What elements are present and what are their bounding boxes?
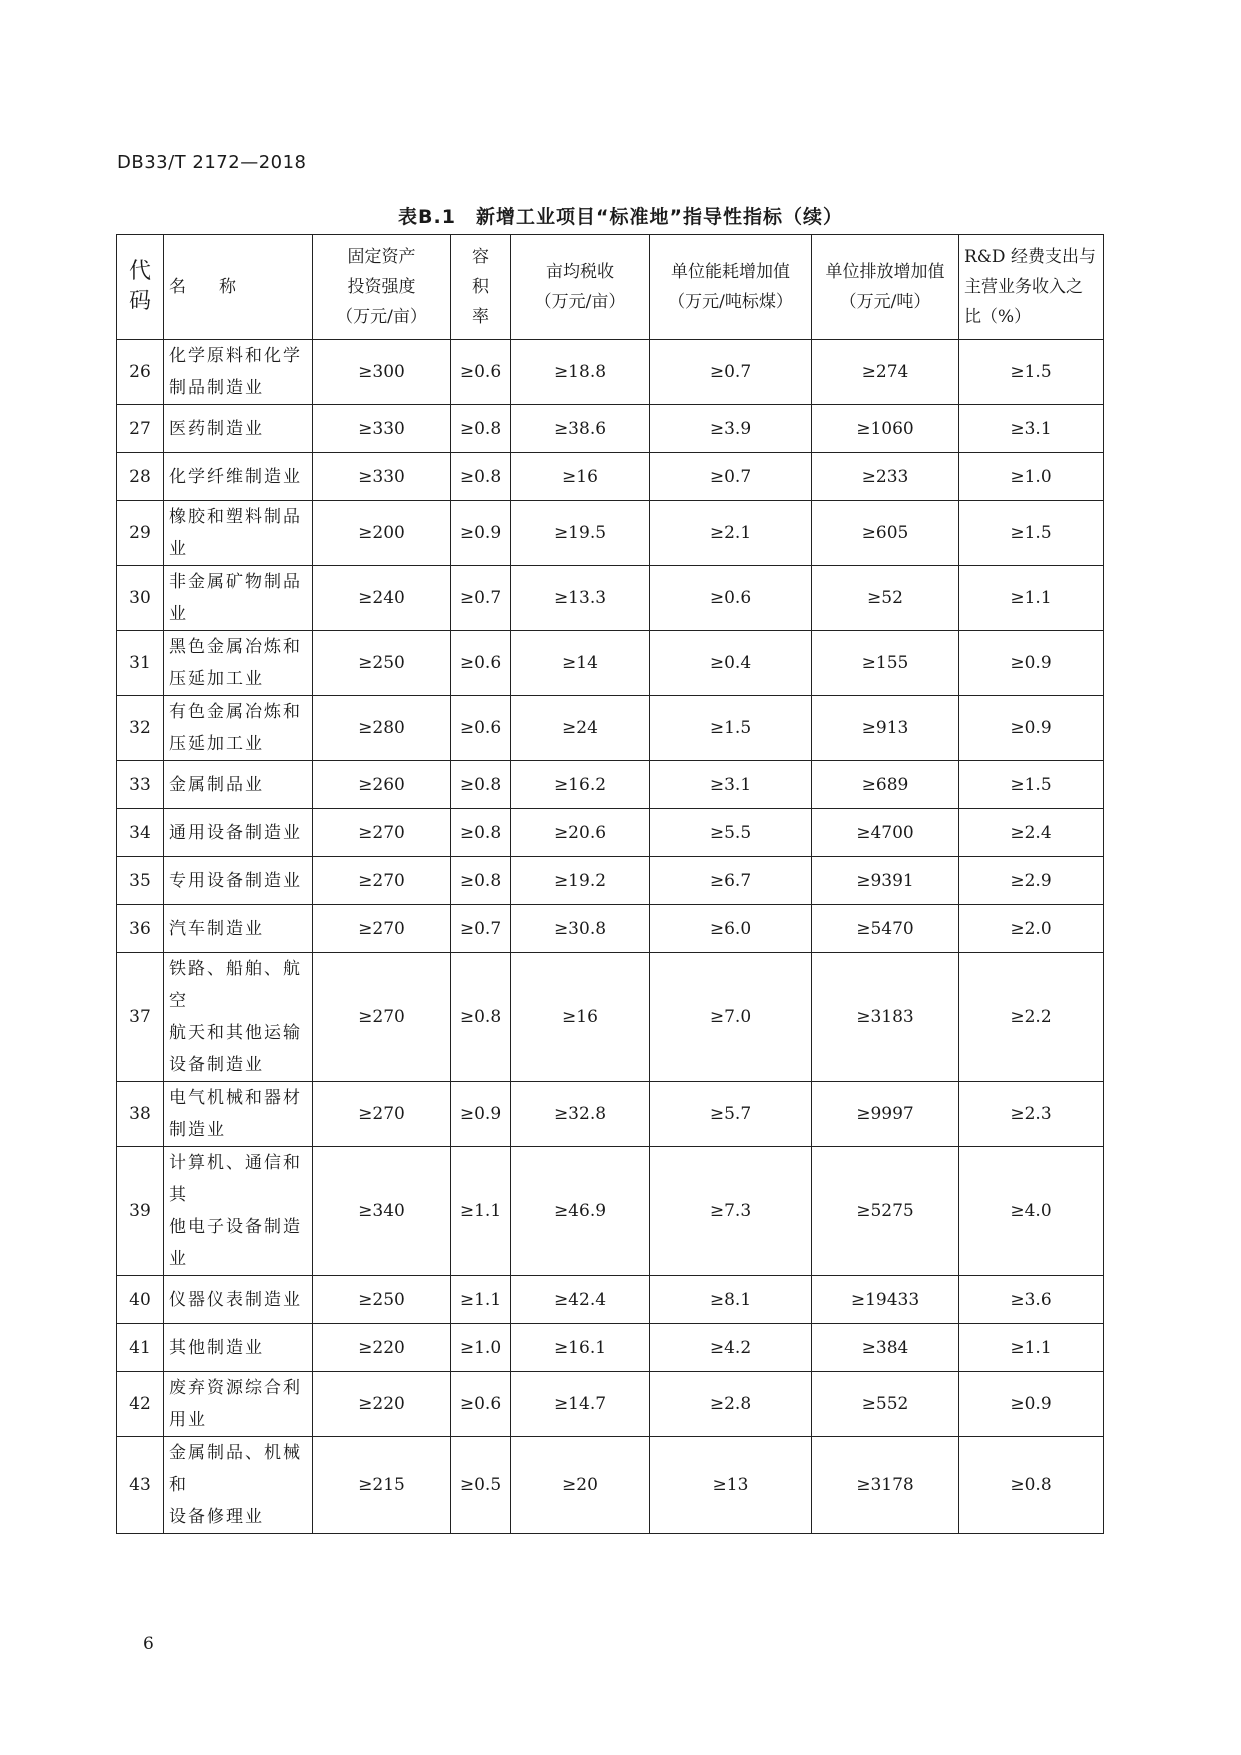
cell-energy: ≥13 [650, 1437, 812, 1534]
table-row [117, 340, 1104, 405]
cell-investment: ≥270 [313, 905, 451, 953]
cell-tax: ≥14.7 [511, 1372, 650, 1437]
cell-energy: ≥2.1 [650, 501, 812, 566]
cell-name-line: 化学纤维制造业 [169, 466, 302, 487]
cell-plot-ratio: ≥0.8 [451, 453, 511, 501]
cell-tax: ≥16.2 [511, 761, 650, 809]
cell-code: 38 [117, 1082, 164, 1147]
cell-emission: ≥9997 [812, 1082, 959, 1147]
table-row [117, 905, 1104, 953]
header-tax-line: 亩均税收 [546, 262, 614, 282]
cell-name-line: 汽车制造业 [169, 918, 264, 939]
indicator-table [116, 234, 1104, 1534]
cell-emission: ≥552 [812, 1372, 959, 1437]
cell-energy: ≥8.1 [650, 1276, 812, 1324]
header-plot-ratio-line: 积 [472, 277, 489, 297]
header-investment-line: 固定资产 [347, 247, 416, 267]
table-row [117, 501, 1104, 566]
table-row [117, 761, 1104, 809]
cell-tax: ≥30.8 [511, 905, 650, 953]
cell-name-line: 制品制造业 [169, 378, 264, 398]
cell-code: 29 [117, 501, 164, 566]
cell-emission: ≥233 [812, 453, 959, 501]
cell-investment: ≥250 [313, 1276, 451, 1324]
cell-name [164, 905, 313, 953]
cell-name-line: 其他制造业 [169, 1337, 264, 1358]
cell-rd: ≥4.0 [959, 1147, 1104, 1276]
cell-name-line: 黑色金属冶炼和 [169, 637, 302, 657]
cell-name-line: 航天和其他运输 [169, 1023, 302, 1043]
cell-tax: ≥16 [511, 953, 650, 1082]
table-row [117, 1276, 1104, 1324]
cell-investment: ≥200 [313, 501, 451, 566]
table-row [117, 696, 1104, 761]
cell-code: 33 [117, 761, 164, 809]
document-code: DB33/T 2172—2018 [117, 152, 307, 173]
cell-code: 40 [117, 1276, 164, 1324]
cell-investment: ≥330 [313, 405, 451, 453]
cell-investment: ≥270 [313, 953, 451, 1082]
table-row [117, 1147, 1104, 1276]
cell-name-line: 专用设备制造业 [169, 870, 302, 891]
cell-rd: ≥1.0 [959, 453, 1104, 501]
header-investment [313, 235, 451, 340]
cell-rd: ≥0.9 [959, 631, 1104, 696]
cell-rd: ≥1.1 [959, 1324, 1104, 1372]
table-row [117, 405, 1104, 453]
table-row [117, 809, 1104, 857]
header-tax [511, 235, 650, 340]
cell-investment: ≥250 [313, 631, 451, 696]
cell-name [164, 1437, 313, 1534]
header-energy-line: （万元/吨标煤） [668, 292, 793, 312]
cell-name [164, 1324, 313, 1372]
cell-tax: ≥32.8 [511, 1082, 650, 1147]
cell-energy: ≥0.7 [650, 340, 812, 405]
header-emission-line: （万元/吨） [839, 292, 931, 312]
cell-name [164, 566, 313, 631]
cell-emission: ≥5470 [812, 905, 959, 953]
cell-tax: ≥16 [511, 453, 650, 501]
cell-emission: ≥5275 [812, 1147, 959, 1276]
cell-name [164, 1082, 313, 1147]
cell-plot-ratio: ≥0.5 [451, 1437, 511, 1534]
cell-name [164, 501, 313, 566]
cell-energy: ≥3.9 [650, 405, 812, 453]
cell-emission: ≥274 [812, 340, 959, 405]
cell-name-line: 业 [169, 604, 188, 624]
cell-plot-ratio: ≥0.9 [451, 501, 511, 566]
cell-name-line: 通用设备制造业 [169, 822, 302, 843]
cell-energy: ≥1.5 [650, 696, 812, 761]
cell-name-line: 设备制造业 [169, 1055, 264, 1075]
cell-investment: ≥340 [313, 1147, 451, 1276]
cell-tax: ≥18.8 [511, 340, 650, 405]
cell-name [164, 340, 313, 405]
cell-plot-ratio: ≥0.8 [451, 953, 511, 1082]
cell-emission: ≥155 [812, 631, 959, 696]
cell-investment: ≥330 [313, 453, 451, 501]
cell-name-line: 橡胶和塑料制品 [169, 507, 302, 527]
cell-name-line: 压延加工业 [169, 669, 264, 689]
cell-rd: ≥1.1 [959, 566, 1104, 631]
cell-name [164, 1372, 313, 1437]
cell-energy: ≥3.1 [650, 761, 812, 809]
cell-rd: ≥2.0 [959, 905, 1104, 953]
header-rd-line: 比（%） [964, 307, 1032, 327]
cell-emission: ≥19433 [812, 1276, 959, 1324]
cell-emission: ≥3178 [812, 1437, 959, 1534]
cell-energy: ≥0.4 [650, 631, 812, 696]
cell-name [164, 1276, 313, 1324]
header-energy-line: 单位能耗增加值 [671, 262, 790, 282]
cell-investment: ≥280 [313, 696, 451, 761]
cell-energy: ≥6.7 [650, 857, 812, 905]
cell-plot-ratio: ≥0.6 [451, 696, 511, 761]
cell-investment: ≥220 [313, 1372, 451, 1437]
header-plot-ratio-line: 率 [472, 307, 489, 327]
cell-tax: ≥14 [511, 631, 650, 696]
cell-tax: ≥38.6 [511, 405, 650, 453]
cell-code: 30 [117, 566, 164, 631]
cell-name [164, 1147, 313, 1276]
cell-name-line: 设备修理业 [169, 1507, 264, 1527]
header-energy [650, 235, 812, 340]
cell-name [164, 696, 313, 761]
cell-plot-ratio: ≥0.7 [451, 566, 511, 631]
cell-plot-ratio: ≥0.6 [451, 340, 511, 405]
cell-emission: ≥52 [812, 566, 959, 631]
cell-energy: ≥7.3 [650, 1147, 812, 1276]
cell-rd: ≥1.5 [959, 501, 1104, 566]
cell-rd: ≥0.9 [959, 1372, 1104, 1437]
cell-name-line: 仪器仪表制造业 [169, 1289, 302, 1310]
header-emission [812, 235, 959, 340]
cell-tax: ≥46.9 [511, 1147, 650, 1276]
cell-code: 27 [117, 405, 164, 453]
cell-investment: ≥220 [313, 1324, 451, 1372]
cell-name [164, 809, 313, 857]
cell-energy: ≥6.0 [650, 905, 812, 953]
cell-plot-ratio: ≥1.1 [451, 1276, 511, 1324]
cell-rd: ≥2.2 [959, 953, 1104, 1082]
cell-plot-ratio: ≥0.8 [451, 405, 511, 453]
cell-investment: ≥240 [313, 566, 451, 631]
header-investment-line: （万元/亩） [336, 307, 427, 327]
cell-name-line: 用业 [169, 1410, 207, 1430]
cell-energy: ≥0.6 [650, 566, 812, 631]
cell-name [164, 761, 313, 809]
cell-code: 26 [117, 340, 164, 405]
cell-tax: ≥20 [511, 1437, 650, 1534]
cell-code: 34 [117, 809, 164, 857]
cell-emission: ≥913 [812, 696, 959, 761]
cell-emission: ≥1060 [812, 405, 959, 453]
cell-emission: ≥384 [812, 1324, 959, 1372]
table-title: 表B.1 新增工业项目“标准地”指导性指标（续） [398, 206, 843, 228]
cell-name-line: 业 [169, 539, 188, 559]
cell-name [164, 453, 313, 501]
cell-name-line: 非金属矿物制品 [169, 572, 302, 592]
cell-name-line: 制造业 [169, 1120, 226, 1140]
header-rd-line: R&D 经费支出与 [964, 247, 1096, 267]
cell-rd: ≥2.9 [959, 857, 1104, 905]
cell-tax: ≥16.1 [511, 1324, 650, 1372]
cell-energy: ≥2.8 [650, 1372, 812, 1437]
cell-tax: ≥20.6 [511, 809, 650, 857]
cell-investment: ≥215 [313, 1437, 451, 1534]
cell-name-line: 业 [169, 1249, 188, 1269]
table-row [117, 1082, 1104, 1147]
cell-name-line: 化学原料和化学 [169, 346, 302, 366]
cell-rd: ≥2.3 [959, 1082, 1104, 1147]
table-body [117, 340, 1104, 1534]
table-row [117, 1324, 1104, 1372]
cell-code: 39 [117, 1147, 164, 1276]
header-tax-line: （万元/亩） [534, 292, 626, 312]
header-code-line: 代 [128, 259, 151, 284]
page-number: 6 [143, 1634, 154, 1654]
table-row [117, 566, 1104, 631]
header-emission-line: 单位排放增加值 [825, 262, 945, 282]
cell-tax: ≥24 [511, 696, 650, 761]
cell-code: 41 [117, 1324, 164, 1372]
cell-rd: ≥0.9 [959, 696, 1104, 761]
cell-emission: ≥3183 [812, 953, 959, 1082]
cell-plot-ratio: ≥0.9 [451, 1082, 511, 1147]
cell-name-line: 电气机械和器材 [169, 1088, 302, 1108]
cell-tax: ≥19.5 [511, 501, 650, 566]
cell-plot-ratio: ≥0.8 [451, 761, 511, 809]
table-row [117, 1372, 1104, 1437]
cell-plot-ratio: ≥0.6 [451, 1372, 511, 1437]
cell-code: 36 [117, 905, 164, 953]
header-rd-line: 主营业务收入之 [964, 277, 1083, 297]
cell-code: 32 [117, 696, 164, 761]
cell-tax: ≥42.4 [511, 1276, 650, 1324]
cell-investment: ≥270 [313, 809, 451, 857]
header-rd [959, 235, 1104, 340]
table-header-row [117, 235, 1104, 340]
cell-name-line: 他电子设备制造 [169, 1217, 302, 1237]
cell-plot-ratio: ≥0.7 [451, 905, 511, 953]
cell-energy: ≥7.0 [650, 953, 812, 1082]
cell-investment: ≥270 [313, 1082, 451, 1147]
header-code [117, 235, 164, 340]
cell-code: 37 [117, 953, 164, 1082]
header-code-line: 码 [128, 289, 151, 314]
header-investment-line: 投资强度 [347, 277, 416, 297]
cell-investment: ≥270 [313, 857, 451, 905]
table-row [117, 631, 1104, 696]
cell-code: 43 [117, 1437, 164, 1534]
cell-rd: ≥2.4 [959, 809, 1104, 857]
cell-code: 35 [117, 857, 164, 905]
header-plot-ratio [451, 235, 511, 340]
header-name: 名 称 [164, 235, 313, 340]
cell-emission: ≥689 [812, 761, 959, 809]
cell-name-line: 废弃资源综合利 [169, 1378, 302, 1398]
cell-plot-ratio: ≥0.6 [451, 631, 511, 696]
cell-energy: ≥5.5 [650, 809, 812, 857]
cell-rd: ≥0.8 [959, 1437, 1104, 1534]
header-plot-ratio-line: 容 [472, 247, 489, 267]
cell-name-line: 金属制品、机械和 [169, 1443, 302, 1495]
cell-code: 31 [117, 631, 164, 696]
cell-rd: ≥1.5 [959, 340, 1104, 405]
table-row [117, 953, 1104, 1082]
cell-name-line: 有色金属冶炼和 [169, 702, 302, 722]
cell-name-line: 压延加工业 [169, 734, 264, 754]
cell-rd: ≥3.1 [959, 405, 1104, 453]
cell-name-line: 计算机、通信和其 [169, 1153, 302, 1205]
table-row [117, 857, 1104, 905]
cell-energy: ≥0.7 [650, 453, 812, 501]
cell-tax: ≥13.3 [511, 566, 650, 631]
cell-investment: ≥260 [313, 761, 451, 809]
cell-plot-ratio: ≥1.0 [451, 1324, 511, 1372]
cell-rd: ≥1.5 [959, 761, 1104, 809]
cell-plot-ratio: ≥0.8 [451, 809, 511, 857]
cell-name [164, 953, 313, 1082]
cell-plot-ratio: ≥0.8 [451, 857, 511, 905]
table-row [117, 453, 1104, 501]
cell-emission: ≥4700 [812, 809, 959, 857]
cell-name-line: 金属制品业 [169, 774, 264, 795]
cell-name [164, 631, 313, 696]
cell-rd: ≥3.6 [959, 1276, 1104, 1324]
cell-name-line: 医药制造业 [169, 418, 264, 439]
table-row [117, 1437, 1104, 1534]
cell-plot-ratio: ≥1.1 [451, 1147, 511, 1276]
cell-name-line: 铁路、船舶、航空 [169, 959, 302, 1011]
cell-energy: ≥5.7 [650, 1082, 812, 1147]
cell-code: 28 [117, 453, 164, 501]
cell-emission: ≥605 [812, 501, 959, 566]
cell-name [164, 857, 313, 905]
cell-emission: ≥9391 [812, 857, 959, 905]
cell-investment: ≥300 [313, 340, 451, 405]
cell-energy: ≥4.2 [650, 1324, 812, 1372]
cell-name [164, 405, 313, 453]
cell-tax: ≥19.2 [511, 857, 650, 905]
cell-code: 42 [117, 1372, 164, 1437]
